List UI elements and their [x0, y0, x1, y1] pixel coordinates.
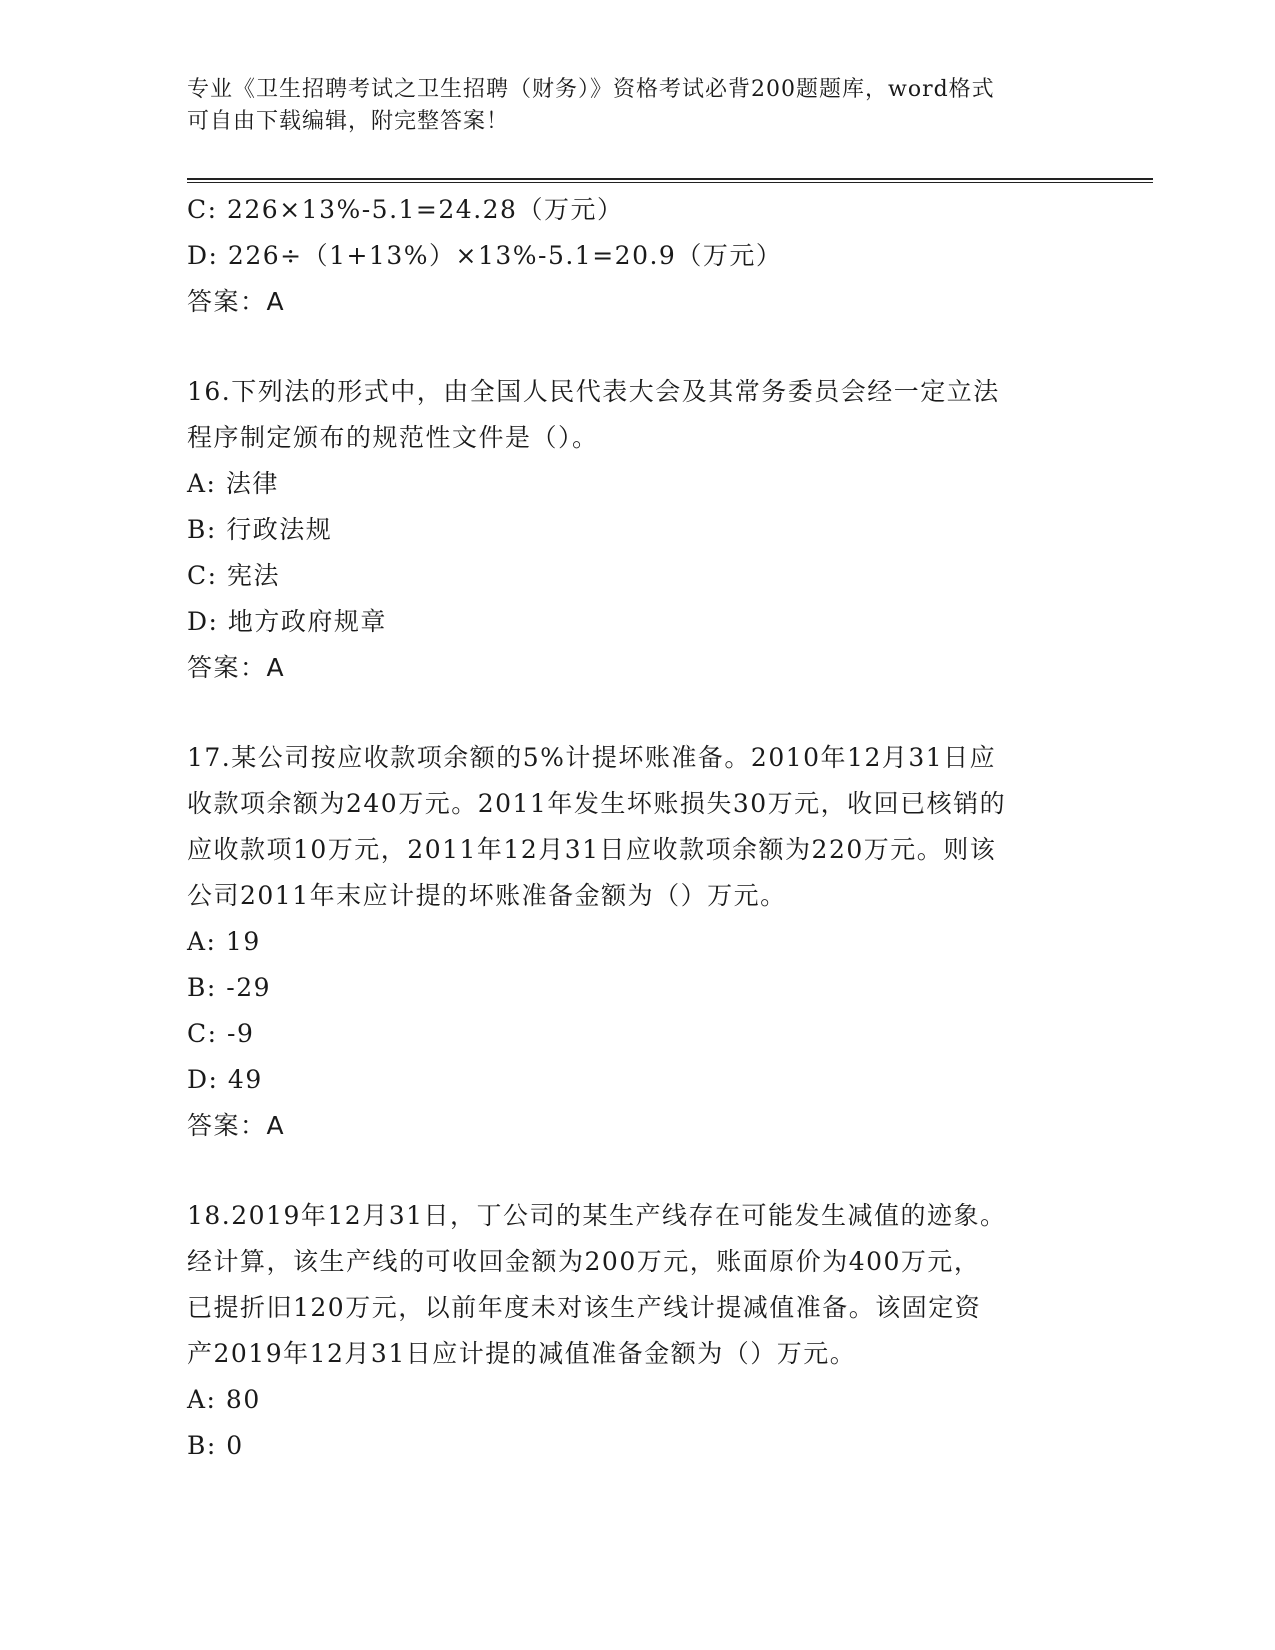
- spacer: [187, 325, 1087, 369]
- question-15-continuation: [187, 187, 1087, 325]
- stem-line: 经计算，该生产线的可收回金额为200万元，账面原价为400万元，: [187, 1247, 981, 1276]
- option-a: A: 19: [187, 927, 261, 956]
- option-a: A: 80: [187, 1385, 261, 1414]
- header-divider: [187, 178, 1153, 183]
- option-d: D: 地方政府规章: [187, 607, 387, 636]
- question-18: [187, 1193, 1087, 1469]
- header-title-line-2: 可自由下载编辑，附完整答案！: [187, 109, 510, 134]
- option-c: C: -9: [187, 1019, 255, 1048]
- option-c: C: 226×13%-5.1=24.28（万元）: [187, 195, 624, 224]
- option-a: A: 法律: [187, 469, 279, 498]
- stem-line: 应收款项10万元，2011年12月31日应收款项余额为220万元。则该: [187, 835, 997, 864]
- spacer: [187, 1149, 1087, 1193]
- question-stem: [187, 1193, 1087, 1377]
- stem-line: 已提折旧120万元，以前年度未对该生产线计提减值准备。该固定资: [187, 1293, 982, 1322]
- answer-line: 答案：A: [187, 287, 286, 316]
- question-stem: [187, 369, 1087, 461]
- question-17: [187, 735, 1087, 1149]
- header-title-line-1: 专业《卫生招聘考试之卫生招聘（财务）》资格考试必背200题题库，word格式: [187, 77, 995, 102]
- question-16: [187, 369, 1087, 691]
- option-b: B: -29: [187, 973, 271, 1002]
- stem-line: 收款项余额为240万元。2011年发生坏账损失30万元，收回已核销的: [187, 789, 1007, 818]
- option-b: B: 行政法规: [187, 515, 333, 544]
- option-d: D: 226÷（1+13%）×13%-5.1=20.9（万元）: [187, 241, 783, 270]
- question-stem: [187, 735, 1087, 919]
- stem-line: 18.2019年12月31日，丁公司的某生产线存在可能发生减值的迹象。: [187, 1201, 1007, 1230]
- option-b: B: 0: [187, 1431, 244, 1460]
- question-content: [187, 187, 1087, 1469]
- stem-line: 17.某公司按应收款项余额的5%计提坏账准备。2010年12月31日应: [187, 743, 997, 772]
- stem-line: 程序制定颁布的规范性文件是（）。: [187, 423, 599, 452]
- stem-line: 公司2011年末应计提的坏账准备金额为（）万元。: [187, 881, 787, 910]
- option-d: D: 49: [187, 1065, 263, 1094]
- answer-line: 答案：A: [187, 653, 286, 682]
- spacer: [187, 691, 1087, 735]
- option-c: C: 宪法: [187, 561, 280, 590]
- page-header: [187, 74, 1067, 138]
- stem-line: 产2019年12月31日应计提的减值准备金额为（）万元。: [187, 1339, 857, 1368]
- answer-line: 答案：A: [187, 1111, 286, 1140]
- stem-line: 16.下列法的形式中，由全国人民代表大会及其常务委员会经一定立法: [187, 377, 1000, 406]
